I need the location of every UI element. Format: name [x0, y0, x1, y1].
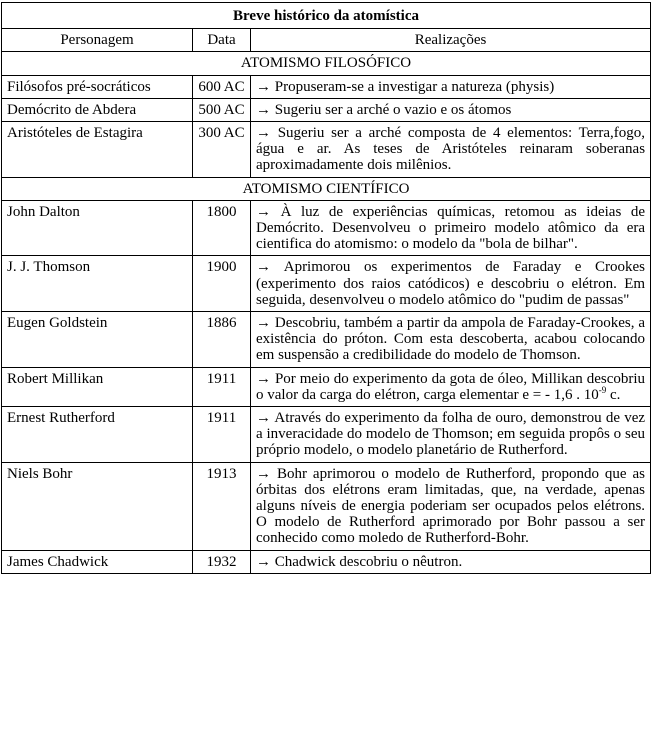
achievement-text: → Por meio do experimento da gota de óleo, Millikan descobriu o valor da carga do elétron, carga elementar e = - 1,6 . 10	[256, 370, 646, 403]
person-cell: Demócrito de Abdera	[2, 98, 193, 121]
table-row	[2, 407, 651, 463]
person-cell: Robert Millikan	[2, 367, 193, 406]
date-cell: 300 AC	[193, 122, 251, 178]
achievement-cell: → Propuseram-se a investigar a natureza (physis)	[251, 75, 651, 98]
table-row	[2, 312, 651, 368]
person-cell: Filósofos pré-socráticos	[2, 75, 193, 98]
date-cell: 600 AC	[193, 75, 251, 98]
achievement-cell: → Bohr aprimorou o modelo de Rutherford, propondo que as órbitas dos elétrons eram limitadas, que, na verdade, apenas alguns níveis de energia poderiam ser ocupados pelos elétrons. O modelo de Rutherford aprimorado por Bohr passou a ser conhecido como moledo de Rutherford-Bohr.	[251, 462, 651, 550]
achievement-cell	[251, 367, 651, 406]
section-row	[2, 52, 651, 75]
title-row	[2, 3, 651, 29]
person-cell: Aristóteles de Estagira	[2, 122, 193, 178]
section-philosophical: ATOMISMO FILOSÓFICO	[2, 52, 651, 75]
date-cell: 500 AC	[193, 98, 251, 121]
achievement-cell: → Sugeriu ser a arché o vazio e os átomos	[251, 98, 651, 121]
atomistics-history-table	[1, 2, 651, 574]
table-row	[2, 367, 651, 406]
achievement-cell: → Sugeriu ser a arché composta de 4 elementos: Terra,fogo, água e ar. As teses de Aristóteles reinaram soberanas aproximadamente dois milênios.	[251, 122, 651, 178]
achievement-cell: → À luz de experiências químicas, retomou as ideias de Demócrito. Desenvolveu o primeiro modelo atômico da era cientifica do atomismo: o modelo da "bola de bilhar".	[251, 200, 651, 256]
table-row	[2, 200, 651, 256]
header-person: Personagem	[2, 29, 193, 52]
section-scientific: ATOMISMO CIENTÍFICO	[2, 177, 651, 200]
table-row	[2, 256, 651, 312]
exponent: -9	[598, 384, 607, 395]
date-cell: 1911	[193, 367, 251, 406]
header-achievements: Realizações	[251, 29, 651, 52]
date-cell: 1800	[193, 200, 251, 256]
person-cell: Eugen Goldstein	[2, 312, 193, 368]
person-cell: John Dalton	[2, 200, 193, 256]
achievement-cell: → Descobriu, também a partir da ampola de Faraday-Crookes, a existência do próton. Com esta descoberta, acabou colocando em suspensão a credibilidade do modelo de Thomson.	[251, 312, 651, 368]
header-row	[2, 29, 651, 52]
achievement-cell: → Através do experimento da folha de ouro, demonstrou de vez a inveracidade do modelo de Thomson; em seguida propôs o seu próprio modelo, o modelo planetário de Rutherford.	[251, 407, 651, 463]
person-cell: Ernest Rutherford	[2, 407, 193, 463]
achievement-cell: → Chadwick descobriu o nêutron.	[251, 550, 651, 573]
table-row	[2, 550, 651, 573]
table-row	[2, 98, 651, 121]
date-cell: 1911	[193, 407, 251, 463]
date-cell: 1932	[193, 550, 251, 573]
section-row	[2, 177, 651, 200]
achievement-cell: → Aprimorou os experimentos de Faraday e Crookes (experimento dos raios catódicos) e descobriu o elétron. Em seguida, desenvolveu o modelo atômico do "pudim de passas"	[251, 256, 651, 312]
table-title: Breve histórico da atomística	[2, 3, 651, 29]
person-cell: James Chadwick	[2, 550, 193, 573]
table-row	[2, 462, 651, 550]
person-cell: J. J. Thomson	[2, 256, 193, 312]
header-date: Data	[193, 29, 251, 52]
person-cell: Niels Bohr	[2, 462, 193, 550]
date-cell: 1886	[193, 312, 251, 368]
date-cell: 1913	[193, 462, 251, 550]
table-row	[2, 75, 651, 98]
table-row	[2, 122, 651, 178]
unit-text: c.	[606, 386, 621, 403]
date-cell: 1900	[193, 256, 251, 312]
